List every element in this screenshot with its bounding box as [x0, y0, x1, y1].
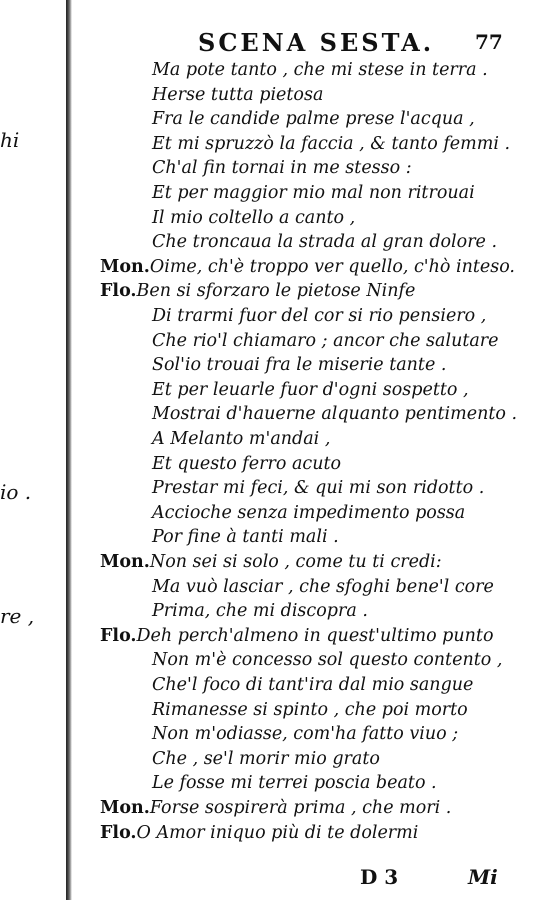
verse-line: [152, 306, 486, 326]
running-title: SCENA SESTA.: [198, 28, 435, 57]
page-footer: [0, 865, 542, 895]
line-text: Prestar mi feci, & qui mi son ridotto .: [152, 478, 485, 499]
verse-line: [152, 109, 475, 129]
speaker-label: Flo.: [100, 822, 137, 843]
verse-line: [152, 675, 473, 695]
verse-line: [152, 208, 355, 228]
speaker-label: Flo.: [100, 625, 137, 646]
verse-line: [152, 527, 339, 547]
line-text: Ma vuò lasciar , che sfoghi bene'l core: [152, 576, 494, 597]
facing-page-margin: [0, 0, 64, 900]
speech-line: [100, 798, 451, 818]
line-text: Accioche senza impedimento possa: [152, 502, 466, 523]
line-text: Forse sospirerà prima , che mori .: [149, 798, 452, 818]
verse-line: [152, 183, 475, 203]
line-text: Et per maggior mio mal non ritrouai: [152, 183, 475, 203]
speech-line: [100, 552, 442, 572]
speech-line: [100, 281, 415, 301]
line-text: A Melanto m'andai ,: [152, 429, 331, 449]
speaker-label: Mon.: [100, 256, 150, 277]
speaker-label: Mon.: [100, 798, 150, 818]
speaker-label: Flo.: [100, 281, 137, 302]
verse-line: [152, 478, 484, 498]
line-text: Non m'è concesso sol questo contento ,: [152, 650, 503, 671]
speaker-label: Mon.: [100, 552, 150, 572]
line-text: Che rio'l chiamaro ; ancor che salutare: [152, 330, 499, 351]
line-text: Sol'io trouai fra le miserie tante .: [152, 355, 447, 376]
catchword: Mi: [468, 865, 498, 889]
verse-line: [152, 601, 368, 621]
verse-line: [152, 650, 502, 670]
line-text: Oime, ch'è troppo ver quello, c'hò inteso.: [149, 256, 515, 277]
verse-line: [152, 454, 341, 474]
line-text: Le fosse mi terrei poscia beato .: [152, 773, 437, 794]
verse-line: [152, 429, 330, 449]
line-text: Che'l foco di tant'ira dal mio sangue: [152, 675, 474, 695]
line-text: Di trarmi fuor del cor si rio pensiero ,: [152, 306, 487, 326]
line-text: Ma pote tanto , che mi stese in terra .: [152, 60, 488, 80]
speech-line: [100, 823, 418, 843]
verse-line: [152, 60, 488, 80]
verse-line: [152, 158, 412, 178]
line-text: Por fine à tanti mali .: [152, 527, 339, 548]
verse-line: [152, 724, 458, 744]
line-text: Il mio coltello a canto ,: [152, 207, 356, 228]
speech-line: [100, 626, 494, 646]
line-text: Che troncaua la strada al gran dolore .: [152, 232, 498, 253]
line-text: Deh perch'almeno in quest'ultimo punto: [136, 625, 494, 646]
verse-line: [152, 134, 510, 154]
page-header: [0, 28, 542, 64]
line-text: O Amor iniquo più di te dolermi: [136, 822, 419, 843]
line-text: Che , se'l morir mio grato: [152, 748, 380, 769]
book-spine-gutter: [66, 0, 72, 900]
verse-line: [152, 232, 497, 252]
line-text: Rimanesse si spinto , che poi morto: [152, 699, 468, 720]
line-text: Mostrai d'hauerne alquanto pentimento .: [152, 404, 518, 425]
line-text: Herse tutta pietosa: [152, 84, 324, 105]
verse-line: [152, 355, 446, 375]
verse-line: [152, 503, 465, 523]
line-text: Non m'odiasse, com'ha fatto viuo ;: [152, 724, 459, 745]
margin-fragment: re ,: [0, 604, 35, 628]
line-text: Et per leuarle fuor d'ogni sospetto ,: [152, 379, 469, 400]
verse-line: [152, 85, 323, 105]
line-text: Non sei si solo , come tu ti credi:: [149, 552, 442, 572]
line-text: Et mi spruzzò la faccia , & tanto femmi .: [152, 133, 511, 154]
page-number: 77: [475, 30, 503, 54]
verse-line: [152, 577, 494, 597]
verse-line: [152, 749, 380, 769]
verse-line: [152, 380, 469, 400]
margin-fragment: hi: [0, 128, 20, 152]
line-text: Ben si sforzaro le pietose Ninfe: [136, 281, 416, 302]
speech-line: [100, 257, 515, 277]
verse-line: [152, 404, 517, 424]
line-text: Et questo ferro acuto: [152, 453, 342, 474]
margin-fragment: io .: [0, 480, 32, 504]
line-text: Ch'al fin tornai in me stesso :: [152, 158, 412, 179]
signature-mark: D 3: [360, 865, 399, 889]
verse-line: [152, 773, 437, 793]
verse-line: [152, 331, 499, 351]
verse-line: [152, 700, 468, 720]
line-text: Prima, che mi discopra .: [152, 601, 368, 622]
line-text: Fra le candide palme prese l'acqua ,: [152, 109, 475, 130]
